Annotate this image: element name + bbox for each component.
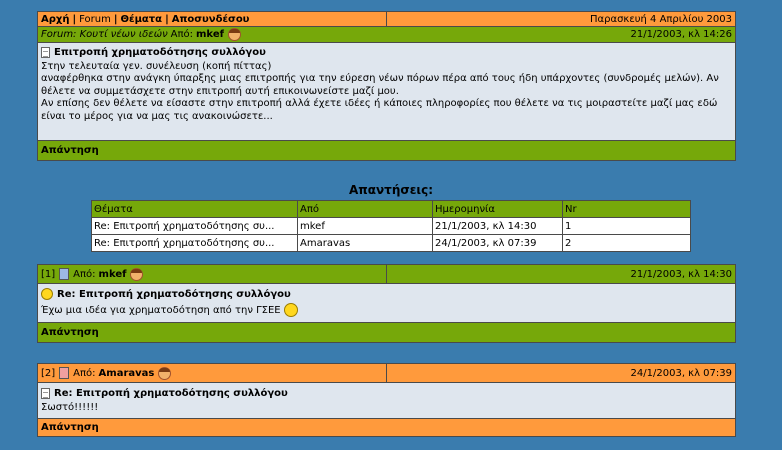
post-index: [1] (41, 268, 56, 280)
post-meta (38, 364, 387, 382)
post-timestamp: 21/1/2003, κλ 14:30 (630, 268, 732, 280)
column-header-date: Ημερομηνία (433, 201, 563, 218)
nav-home-link[interactable]: Αρχή (41, 13, 70, 25)
reply-date: 24/1/2003, κλ 07:39 (433, 235, 563, 252)
topic-title: Επιτροπή χρηματοδότησης συλλόγου (54, 46, 266, 58)
replies-table (91, 200, 691, 252)
column-header-topics: Θέματα (92, 201, 298, 218)
nav-forum-link[interactable]: Forum (79, 13, 111, 25)
reply-post-2 (37, 363, 736, 437)
forum-label: Forum: Κουτί νέων ιδεών (41, 29, 168, 40)
user-avatar-icon (130, 268, 143, 281)
smiley-icon (284, 303, 298, 317)
nav-separator: | (113, 13, 118, 25)
post-author[interactable]: Amaravas (98, 367, 155, 379)
document-icon (41, 47, 50, 58)
post-body-row (38, 301, 735, 319)
reply-nr: 2 (563, 235, 691, 252)
reply-button[interactable]: Απάντηση (41, 145, 99, 156)
nav-separator: | (72, 13, 77, 25)
replies-heading: Απαντήσεις: (348, 183, 433, 197)
replies-header-row (92, 201, 691, 218)
reply-post-1 (37, 264, 736, 343)
topic-meta (38, 27, 387, 42)
topic-reply-bar (38, 141, 735, 160)
post-header-bar (38, 364, 735, 383)
smiley-icon (41, 288, 53, 300)
document-icon (41, 388, 50, 399)
nav-topics-link[interactable]: Θέματα (120, 13, 163, 25)
reply-subject-link[interactable]: Re: Επιτροπή χρηματοδότησης συ... (92, 235, 298, 252)
reply-date: 21/1/2003, κλ 14:30 (433, 218, 563, 235)
post-content (38, 284, 735, 323)
user-avatar-icon (228, 28, 241, 41)
table-row[interactable] (92, 235, 691, 252)
post-index: [2] (41, 367, 56, 379)
user-avatar-icon (158, 367, 171, 380)
reply-button[interactable]: Απάντηση (41, 422, 99, 433)
by-label: Από: (73, 268, 96, 280)
post-title-row (38, 386, 735, 400)
topic-title-row (38, 45, 735, 59)
reply-button[interactable]: Απάντηση (41, 327, 99, 338)
topic-timestamp: 21/1/2003, κλ 14:26 (630, 29, 732, 40)
reply-subject-link[interactable]: Re: Επιτροπή χρηματοδότησης συ... (92, 218, 298, 235)
topic-panel (37, 11, 736, 161)
by-label: Από: (73, 367, 96, 379)
column-header-from: Από (298, 201, 433, 218)
post-title-row (38, 287, 735, 301)
topic-header-bar (38, 27, 735, 43)
topic-content (38, 43, 735, 141)
top-nav-bar (38, 12, 735, 27)
nav-links (38, 12, 387, 26)
reply-from: Amaravas (298, 235, 433, 252)
reply-nr: 1 (563, 218, 691, 235)
book-icon (59, 367, 69, 379)
current-date: Παρασκευή 4 Απριλίου 2003 (590, 13, 732, 25)
post-reply-bar (38, 323, 735, 342)
post-header-bar (38, 265, 735, 284)
post-body-row (38, 400, 735, 414)
post-author[interactable]: mkef (98, 268, 127, 280)
table-row[interactable] (92, 218, 691, 235)
post-content (38, 383, 735, 419)
post-title: Re: Επιτροπή χρηματοδότησης συλλόγου (57, 288, 291, 300)
topic-body-line: Στην τελευταία γεν. συνέλευση (κοπή πίττας) (41, 61, 272, 72)
post-body: Έχω μια ιδέα για χρηματοδότηση από την ΓΣΕΕ (41, 304, 281, 316)
topic-body-line: αναφέρθηκα στην ανάγκη ύπαρξης μιας επιτροπής για την εύρεση νέων πόρων πέρα από τους ήδη υπάρχοντες (συνδρομές μελών). Αν θέλετε να συμμετάσχετε στην επιτροπή αυτή επικοινωνείστε μαζί μου. (41, 73, 719, 97)
nav-separator: | (165, 13, 169, 25)
post-timestamp: 24/1/2003, κλ 07:39 (630, 367, 732, 379)
column-header-nr: Nr (563, 201, 691, 218)
post-title: Re: Επιτροπή χρηματοδότησης συλλόγου (54, 387, 288, 399)
post-body: Σωστό!!!!!! (41, 401, 99, 413)
topic-body (38, 59, 735, 125)
post-meta (38, 265, 387, 283)
topic-author[interactable]: mkef (196, 29, 224, 40)
nav-logout-link[interactable]: Αποσυνδέσου (171, 13, 250, 25)
post-reply-bar (38, 419, 735, 436)
topic-body-line: Αν επίσης δεν θέλετε να είσαστε στην επιτροπή αλλά έχετε ιδέες ή κάποιες πληροφορίες που θέλετε να τις μοιραστείτε μαζί μας εδώ είναι το μέρος για να μας τις ανακοινώσετε... (41, 98, 718, 122)
reply-from: mkef (298, 218, 433, 235)
by-label: Από: (170, 29, 194, 40)
book-icon (59, 268, 69, 280)
